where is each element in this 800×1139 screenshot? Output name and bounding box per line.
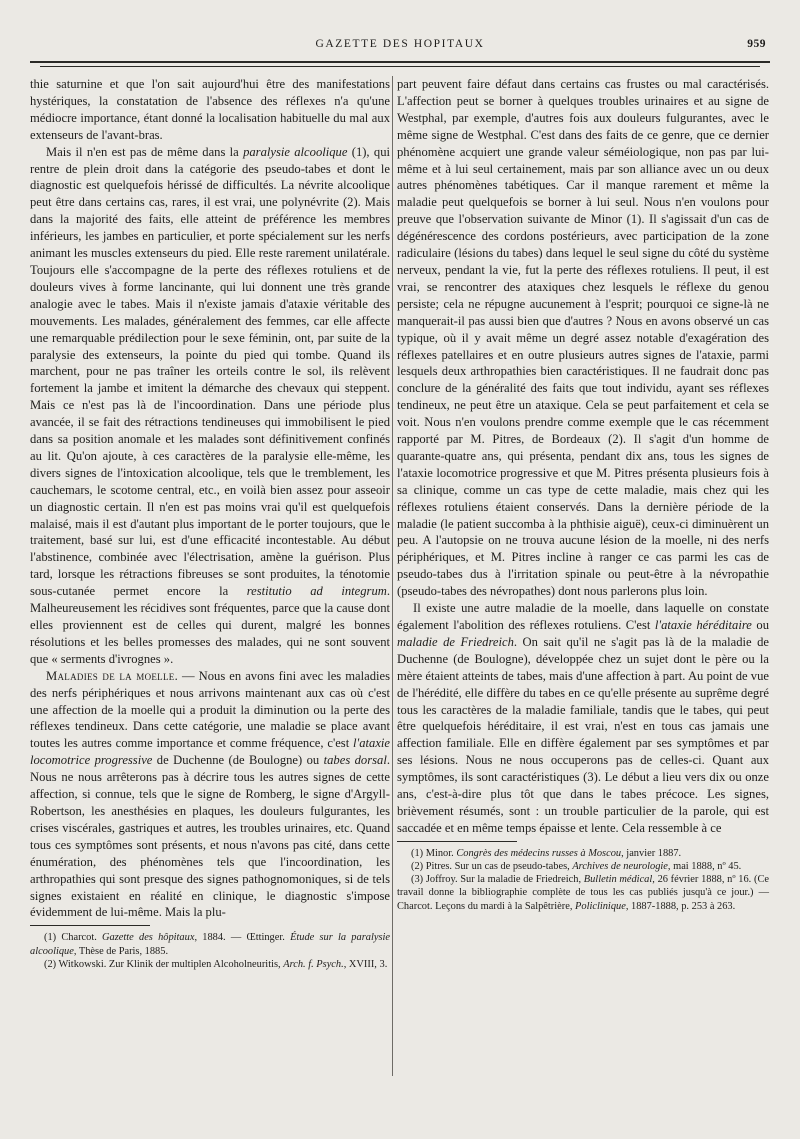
text-run: — Nous en avons fini avec les maladies des nerfs périphériques et nous arrivons maintenant aux cas où c'est une affection de la moelle qui a produit la diminution ou la perte des réflexes tendineux. Dans cette catégorie, une maladie se place avant toutes les autres comme importance et comme fréquence, c'est [30,668,390,751]
footnotes [397,847,769,913]
text-run: , 1884. — Œttinger. [194,932,291,944]
italic-term: l'ataxie locomotrice progressive [30,736,390,768]
column-divider [392,76,393,1076]
page-number: 959 [747,38,766,50]
text-run: de Duchenne (de Boulogne) ou [152,753,324,768]
footnote [397,873,769,913]
text-run: ou [751,618,769,632]
text-run: , 1887-1888, p. 253 à 263. [625,900,736,912]
italic-title: Archives de neurologie [572,860,668,872]
paragraph: thie saturnine et que l'on sait aujourd'hui être des manifestations hystériques, la constatation de l'absence des réflexes n'a qu'une médiocre importance, étant donné la localisation habituelle du mal aux extenseurs de l'avant-bras. [30,77,390,142]
italic-term: paralysie alcoolique [243,144,348,159]
text-run: Mais il n'en est pas de même dans la [46,144,244,159]
text-run: , janvier 1887. [621,847,682,859]
footnote [397,860,769,873]
running-title: GAZETTE DES HOPITAUX [315,38,485,50]
italic-title: Policlinique [575,900,626,912]
footnote-rule [30,925,150,926]
italic-term: l'ataxie héréditaire [654,618,752,632]
text-run: (1) Minor. [411,847,457,859]
text-run: (2) Witkowski. Zur Klinik der multiplen Alcoholneuritis, [44,958,284,970]
left-column [30,76,390,971]
paragraph: part peuvent faire défaut dans certains cas frustes ou mal caractérisés. L'affection peut se borner à quelques troubles urinaires et au signe de Westphal, par exemple, d'autres fois aux douleurs fulgurantes, avec le même signe de Westphal. C'est dans des faits de ce genre, que ce dernier phénomène acquiert une grande valeur séméiologique, non pas par lui-même et à lui seul certainement, mais par son alliance avec un ou deux autres phénomènes tabétiques. Car il manque rarement et même la maladie peut quelquefois se borner à lui seul. Nous n'en voulons pour preuve que l'observation suivante de Minor (1). Il s'agissait d'un cas de dégénérescence des cordons postérieurs, avec participation de la zone radiculaire (lésions du tabes) dans lequel le seul signe du côté du système nerveux, pendant la vie, fut la perte des réflexes rotuliens. Il peut, il est vrai, se rencontrer des ataxiques chez lesquels le réflexe du genou persiste; cela ne répugne aucunement à l'esprit; pourquoi ce signe-là ne manquerait-il pas aussi bien que d'autres ? Nous en avons observé un cas typique, où il y avait même un degré assez notable d'exagération des réflexes patellaires et en outre plusieurs autres signes de l'ataxie, parmi lesquels deux arthropathies bien caractéristiques. Il ne faudrait donc pas conclure de la généralité des faits que tout individu, ayant ses réflexes tendineux, ne peut être un ataxique. Cela se peut parfaitement et cela se voit. Nous n'en voulons prendre comme exemple que le cas récemment rapporté par M. Pitres, de Bordeaux (2). Il s'agit d'un homme de quarante-quatre ans, qui présenta, pendant dix ans, tous les signes de l'ataxie locomotrice progressive et que M. Pitres présenta plusieurs fois à sa clinique, comme un cas type de cette maladie, mais chez qui les réflexes rotuliens étaient conservés. Dans la dernière période de la maladie (le patient succomba à la phthisie aiguë), ceux-ci diminuèrent un peu. A l'autopsie on ne trouva aucune lésion de la moelle, ni des nerfs périphériques, et M. Pitres incline à ranger ce cas parmi les cas de pseudo-tabes dus à l'irritation spinale ou peut-être à la névropathie (pseudo-tabes des névropathes) dont nous parlerons plus loin. [397,77,769,599]
text-run: Il existe une autre maladie de la moelle, dans laquelle on constate également l'abolition des réflexes rotuliens. C'est [397,601,769,632]
italic-title: Congrès des médecins russes à Moscou [456,847,622,859]
italic-term: tabes dorsal [323,753,387,768]
footnote [397,847,769,860]
text-run: . Nous ne nous arrêterons pas à décrire tous les autres signes de cette affection, si connue, tels que le signe de Romberg, le signe d'Argyll-Robertson, les anesthésies en plaques, les douleurs fulgurantes, les crises viscérales, gastriques et autres, les troubles urinaires, etc. Quand tous ces symptômes sont présents, et nous n'avons pas cité, dans cette énumération, des phénomènes tels que l'incoordination, les arthropathies qui sont presque des signes pathognomoniques, si de tels signes existaient en réalité en clinique, le diagnostic s'impose évidemment de lui-même. Mais la plu- [30,753,390,920]
paragraph-spinal-diseases [30,668,390,922]
text-run: (2) Pitres. Sur un cas de pseudo-tabes, [411,860,573,872]
paragraph-friedreich [397,600,769,837]
italic-title: Gazette des hôpitaux [102,932,195,944]
text-run: , 26 février 1888, nº 16. (Ce travail donne la bibliographie complète de tous les cas publiés jusqu'à ce jour.) — Charcot. Leçons du mardi à la Salpêtrière, [397,874,769,912]
text-run: (1) Charcot. [44,932,103,944]
header-rule-thin [40,66,760,67]
italic-title: Arch. f. Psych. [283,958,344,970]
italic-title: Étude sur la paralysie alcoolique [30,932,390,957]
footnote [30,958,390,971]
italic-term: restitutio ad integrum [246,584,387,599]
footnote-rule [397,841,517,842]
section-heading: Maladies de la moelle. [46,668,179,683]
text-run: , XVIII, 3. [343,958,388,970]
text-run: . Malheureusement les récidives sont fréquentes, parce que la cause dont elles proviennent est de celles qui durent, malgré les bonnes résolutions et les belles promesses des malades, qui ne sont souvent que « serments d'ivrognes ». [30,584,390,666]
italic-title: Bulletin médical [583,874,653,886]
text-run: . On sait qu'il ne s'agit pas là de la maladie de Duchenne (de Boulogne), développée chez un sujet dont le père ou la mère étaient atteints de tabes, mais d'une affection à part. Au point de vue de l'hérédité, elle diffère du tabes en ce qu'elle présente au suprême degré tous les caractères de la maladie familiale, tandis que le tabes, qui peut être quelquefois héréditaire, il est vrai, n'est en tous cas jamais une affection familiale. Elle en diffère également par ses symptômes et par ses lésions. Nous ne nous occuperons pas de celles-ci. Quant aux symptômes, ils sont caractéristiques (3). Le début a lieu vers dix ou onze ans, c'est-à-dire plus tôt que dans le tabes précoce. Les signes, brièvement résumés, sont : un trouble particulier de la parole, qui est saccadée et en même temps épaisse et lente. Cela ressemble à ce [397,634,769,835]
right-column [397,76,769,913]
text-run: (3) Joffroy. Sur la maladie de Friedreich, [411,874,584,886]
text-run: , mai 1888, nº 45. [667,860,742,872]
footnotes [30,931,390,971]
footnote [30,931,390,957]
header-rule [30,61,770,63]
text-run: (1), qui rentre de plein droit dans la catégorie des pseudo-tabes et dont le diagnostic est quelquefois hérissé de difficultés. La névrite alcoolique peut être dans certains cas, rares, il est vrai, une polynévrite (2). Mais dans la majorité des faits, elle atteint de préférence les membres inférieurs, les jambes en particulier, et porte spécialement sur les nerfs animant les muscles extenseurs du pied. Elle reste rarement unilatérale. Toujours elle s'accompagne de la perte des réflexes rotuliens et de douleurs vives à forme lancinante, qui lui donnent une très grande analogie avec le tabes. Mais il n'existe jamais d'ataxie véritable des mouvements. Les malades, généralement des femmes, car elle affecte une remarquable prédilection pour le sexe féminin, ont, par suite de la paralysie des extenseurs, la pointe du pied qui tombe. Quand ils marchent, pour ne pas traîner les orteils contre le sol, ils relèvent fortement la jambe et imitent la démarche des chevaux qui steppent. Mais ce n'est pas là de l'incoordination. Dans une période plus avancée, il se fait des rétractions tendineuses qui immobilisent le pied dans sa position anomale et les malades sont définitivement confinés au lit. Qu'on ajoute, à ces caractères de la paralysie elle-même, les divers signes de l'intoxication alcoolique, tels que le tremblement, les cauchemars, le scotome central, etc., en voilà bien assez pour asseoir un diagnostic certain. Il n'en est pas moins vrai qu'il est quelquefois malaisé, mais il est d'autant plus important de le porter toujours, que le traitement, basé sur lui, est d'une efficacité incontestable. Au début l'abstinence, combinée avec l'électrisation, amène la guérison. Plus tard, lorsque les rétractions fibreuses se sont produites, la ténotomie sous-cutanée permet encore la [30,144,390,599]
italic-term: maladie de Friedreich [397,634,514,649]
paragraph-alcoholic-paralysis [30,144,390,668]
text-run: , Thèse de Paris, 1885. [73,945,169,957]
